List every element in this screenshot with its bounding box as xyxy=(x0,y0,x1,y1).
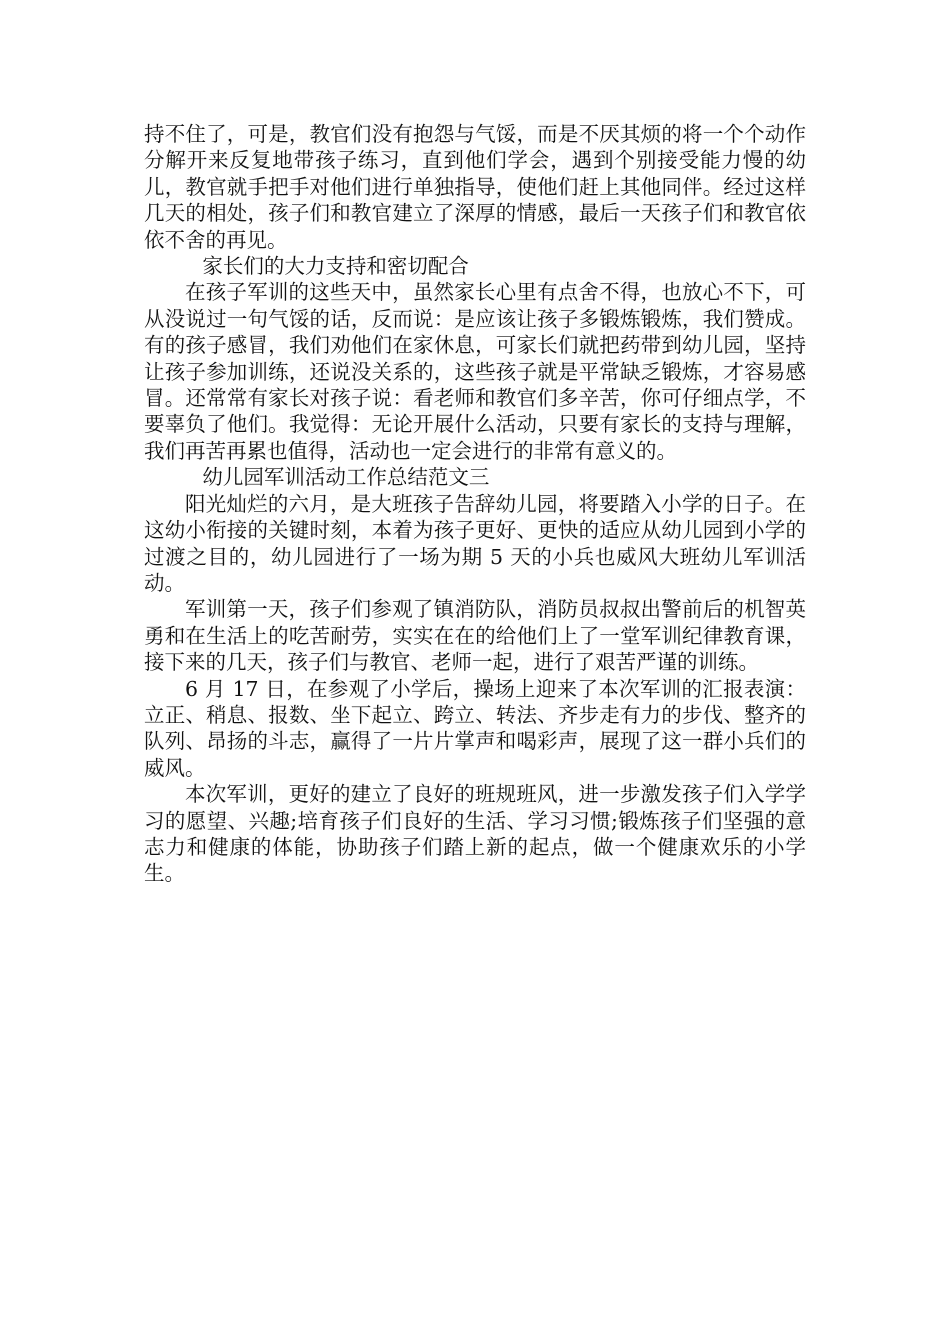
paragraph-intro: 阳光灿烂的六月，是大班孩子告辞幼儿园，将要踏入小学的日子。在这幼小衔接的关键时刻，本着为孩子更好、更快的适应从幼儿园到小学的过渡之目的，幼儿园进行了一场为期 5 天的小兵也威风大班幼儿军训活动。 xyxy=(144,491,806,595)
paragraph-first-day: 军训第一天，孩子们参观了镇消防队，消防员叔叔出警前后的机智英勇和在生活上的吃苦耐劳，实实在在的给他们上了一堂军训纪律教育课，接下来的几天，孩子们与教官、老师一起，进行了艰苦严谨的训练。 xyxy=(144,597,806,675)
section-heading-parents: 家长们的大力支持和密切配合 xyxy=(202,254,469,279)
paragraph-continuation: 持不住了，可是，教官们没有抱怨与气馁，而是不厌其烦的将一个个动作分解开来反复地带孩子练习，直到他们学会，遇到个别接受能力慢的幼儿，教官就手把手对他们进行单独指导，使他们赶上其他同伴。经过这样几天的相处，孩子们和教官建立了深厚的情感，最后一天孩子们和教官依依不舍的再见。 xyxy=(144,122,806,252)
paragraph-parents-support: 在孩子军训的这些天中，虽然家长心里有点舍不得，也放心不下，可从没说过一句气馁的话，反而说：是应该让孩子多锻炼锻炼，我们赞成。有的孩子感冒，我们劝他们在家休息，可家长们就把药带到幼儿园，坚持让孩子参加训练，还说没关系的，这些孩子就是平常缺乏锻炼，才容易感冒。还常常有家长对孩子说：看老师和教官们多辛苦，你可仔细点学，不要辜负了他们。我觉得：无论开展什么活动，只要有家长的支持与理解，我们再苦再累也值得，活动也一定会进行的非常有意义的。 xyxy=(144,280,806,463)
paragraph-report-show: 6 月 17 日，在参观了小学后，操场上迎来了本次军训的汇报表演：立正、稍息、报数、坐下起立、跨立、转法、齐步走有力的步伐、整齐的队列、昂扬的斗志，赢得了一片片掌声和喝彩声，展现了这一群小兵们的威风。 xyxy=(144,676,806,780)
document-body xyxy=(144,121,806,887)
paragraph-conclusion: 本次军训，更好的建立了良好的班规班风，进一步激发孩子们入学学习的愿望、兴趣;培育孩子们良好的生活、学习习惯;锻炼孩子们坚强的意志力和健康的体能，协助孩子们踏上新的起点，做一个健康欢乐的小学生。 xyxy=(144,782,806,886)
section-heading-sample-three: 幼儿园军训活动工作总结范文三 xyxy=(202,465,490,490)
